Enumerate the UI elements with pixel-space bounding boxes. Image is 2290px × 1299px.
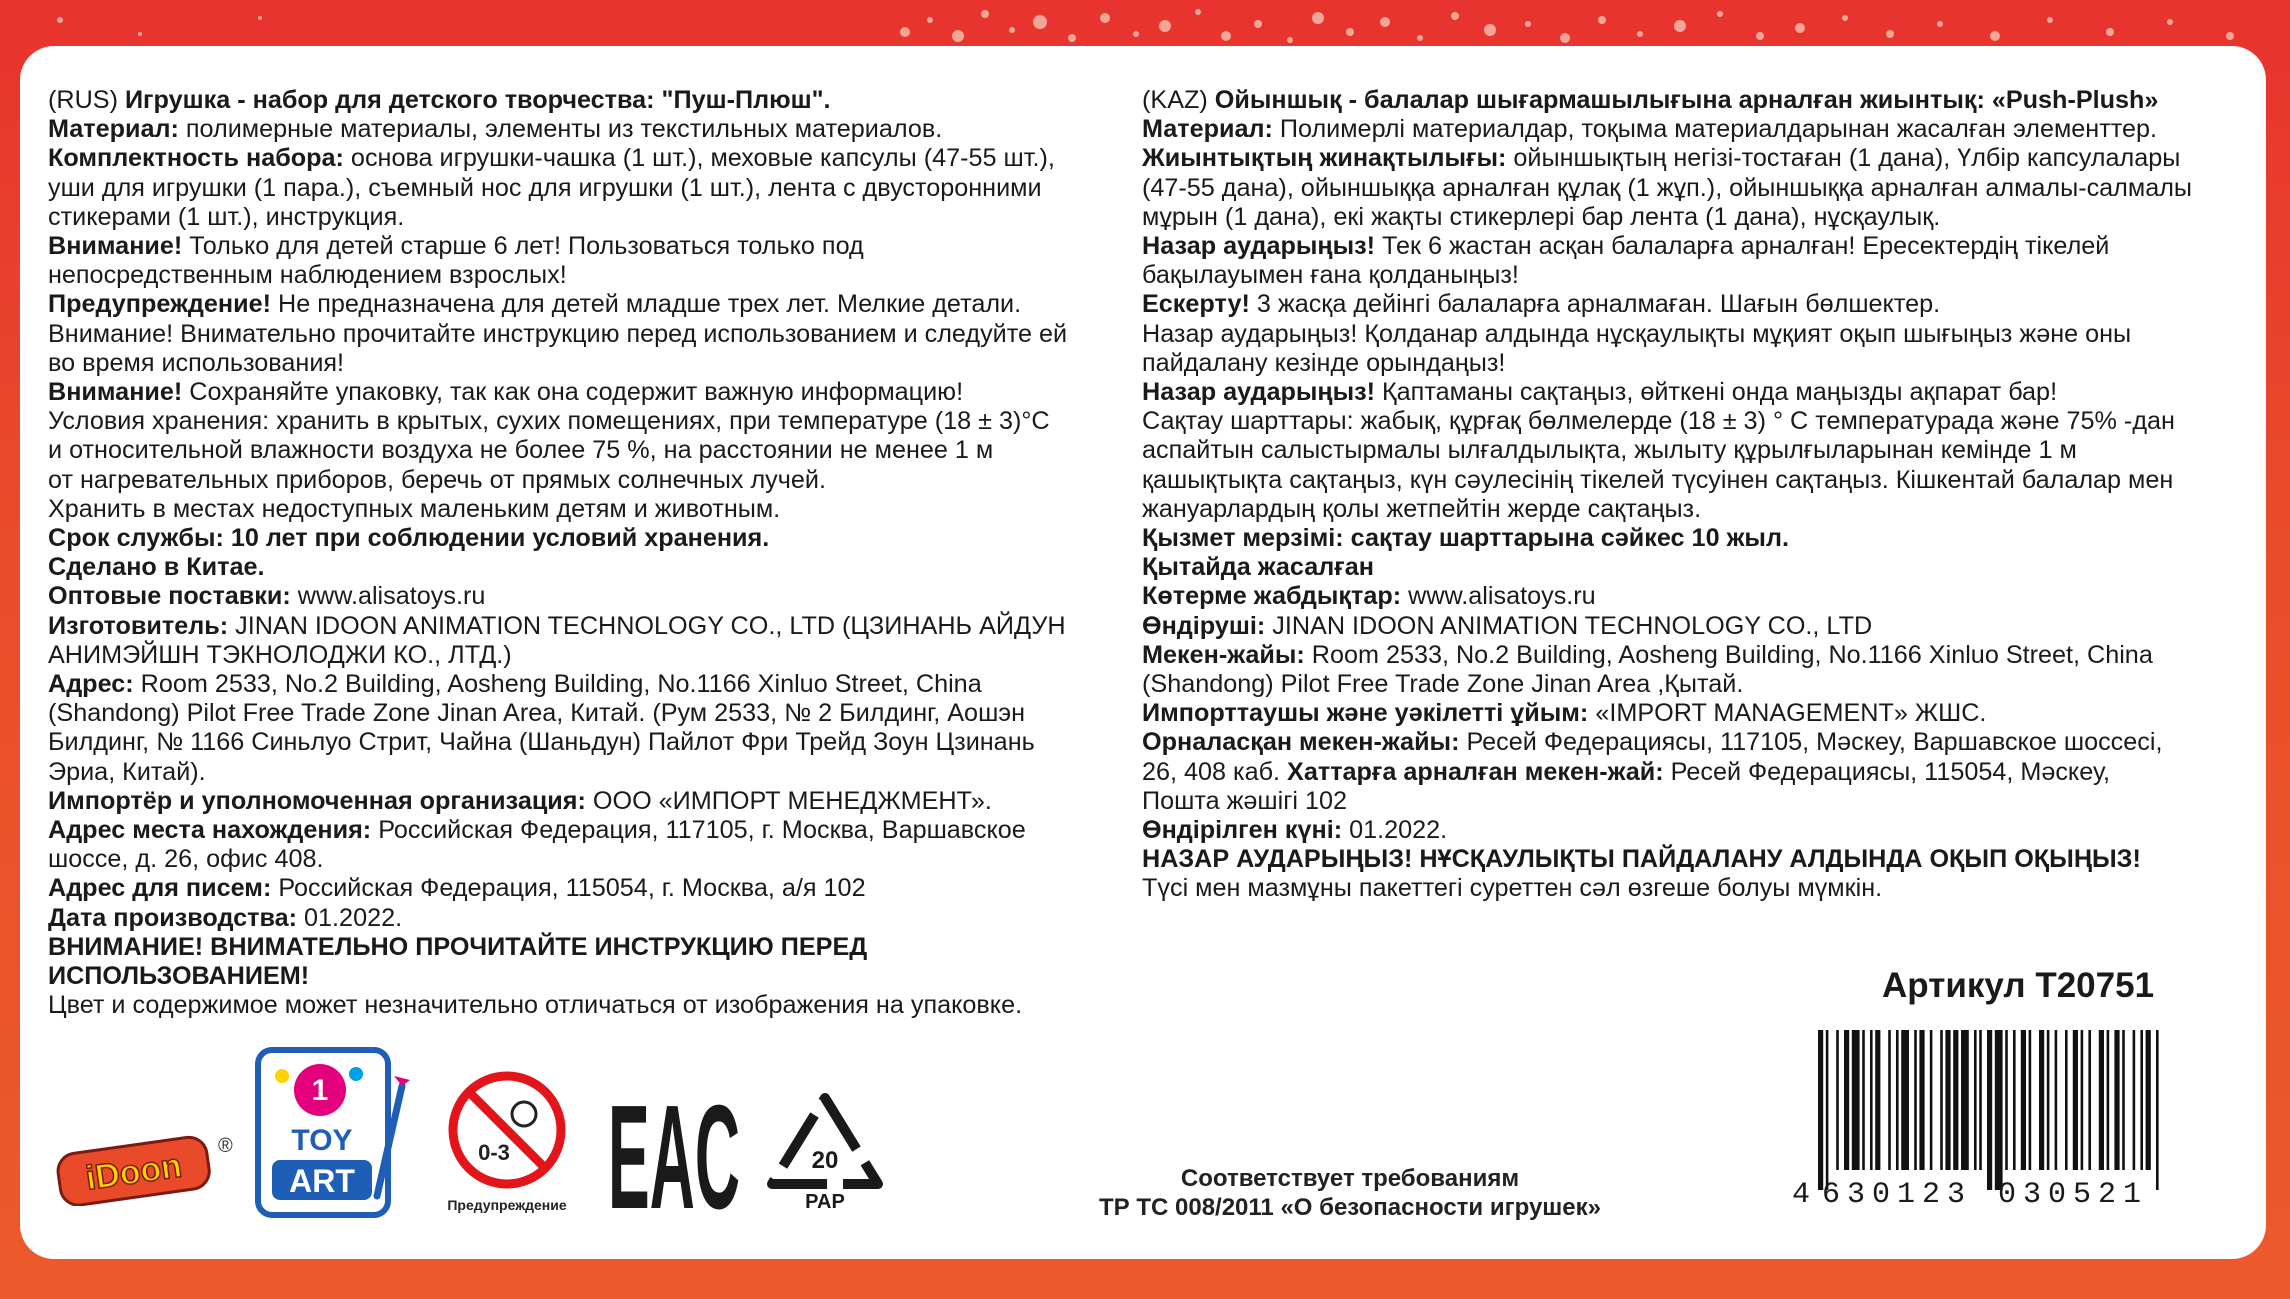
barcode-bar	[1940, 1030, 1943, 1170]
barcode-bar	[1945, 1030, 1950, 1170]
kaz-kit-line: (47-55 дана), ойыншыққа арналған құлақ (1 жұп.), ойыншыққа арналған алмалы-салмалы	[1142, 173, 2193, 202]
idoon-wordmark: iDoon	[83, 1146, 185, 1198]
barcode-bar	[1987, 1030, 1992, 1190]
eac-mark	[604, 1086, 744, 1216]
kaz-read-instructions: НАЗАР АУДАРЫҢЫЗ! НҰСҚАУЛЫҚТЫ ПАЙДАЛАНУ АЛДЫНДА ОҚЫП ОҚЫҢЫЗ!	[1142, 845, 2141, 874]
kaz-warning: Ескерту! 3 жасқа дейінгі балаларға арналмаған. Шағын бөлшектер.	[1142, 290, 1941, 319]
conformity-line: Соответствует требованиям	[1180, 1165, 1520, 1192]
kaz-wholesale: Көтерме жабдықтар: www.alisatoys.ru	[1142, 582, 1596, 611]
kaz-storage: қашықтықта сақтаңыз, күн сәулесінің тікелей түсуінен сақтаңыз. Кішкентай балалар мен	[1142, 465, 2174, 494]
rus-attention-line: непосредственным наблюдением взрослых!	[48, 261, 567, 290]
barcode-bar	[1961, 1030, 1969, 1170]
rus-attention: Внимание! Только для детей старше 6 лет! Пользоваться только под	[48, 232, 864, 261]
rus-manufacturer: Изготовитель: JINAN IDOON ANIMATION TECHNOLOGY CO., LTD (ЦЗИНАНЬ АЙДУН	[48, 611, 1066, 640]
rus-warning-line: во время использования!	[48, 348, 345, 377]
barcode-bar	[2029, 1030, 2032, 1170]
barcode-bar	[2055, 1030, 2058, 1170]
rus-letters: Адрес для писем: Российская Федерация, 115054, г. Москва, а/я 102	[48, 874, 866, 903]
kaz-address-line: (Shandong) Pilot Free Trade Zone Jinan Area ,Қытай.	[1142, 670, 1744, 699]
barcode-digits-left: 630123	[1822, 1178, 1973, 1206]
rus-made-in: Сделано в Китае.	[48, 553, 265, 582]
registered-mark: ®	[218, 1135, 233, 1157]
kaz-location-line: 26, 408 каб. Хаттарға арналған мекен-жай: Ресей Федерациясы, 115054, Мәскеу,	[1142, 757, 2111, 786]
rus-manufacturer-line: АНИМЭЙШН ТЭКНОЛОДЖИ КО., ЛТД.)	[48, 640, 512, 669]
barcode-bar	[1995, 1030, 2003, 1190]
rus-location: Адрес места нахождения: Российская Федерация, 117105, г. Москва, Варшавское	[48, 816, 1026, 845]
rus-location-line: шоссе, д. 26, офис 408.	[48, 845, 324, 874]
rus-kit-line: уши для игрушки (1 пара.), съемный нос для игрушки (1 шт.), лента с двусторонними	[48, 173, 1042, 202]
kaz-material: Материал: Полимерлі материалдар, тоқыма материалдарынан жасалған элементтер.	[1142, 115, 2157, 144]
barcode-bar	[1870, 1030, 1873, 1170]
label-card	[20, 46, 2266, 1259]
kaz-storage: аспайтын салыстырмалы ылғалдылықта, жылыту құрылғыларынан кемінде 1 м	[1142, 436, 2077, 465]
toy-art-number: 1	[311, 1074, 329, 1107]
eac-text: EAC	[608, 1086, 740, 1216]
barcode-bar	[1914, 1030, 1917, 1170]
rus-kit: Комплектность набора: основа игрушки-чашка (1 шт.), меховые капсулы (47-55 шт.),	[48, 144, 1055, 173]
rus-address-line: Эриа, Китай).	[48, 757, 206, 786]
barcode-bar	[2005, 1030, 2008, 1170]
barcode-bar	[1888, 1030, 1891, 1170]
barcode-bar	[1852, 1030, 1860, 1170]
conformity-statement	[990, 1164, 1710, 1222]
kaz-warning-line: пайдалану кезінде орындаңыз!	[1142, 348, 1506, 377]
age-warning-icon	[432, 1068, 582, 1218]
barcode-bar	[1875, 1030, 1880, 1170]
toy-art-logo	[252, 1046, 412, 1221]
rus-storage: Хранить в местах недоступных маленьким детям и животным.	[48, 494, 781, 523]
barcode-bar	[1844, 1030, 1849, 1170]
barcode-bars	[1818, 1030, 2159, 1190]
barcode-bar	[2081, 1030, 2084, 1170]
barcode-bar	[2122, 1030, 2125, 1170]
age-label: 0-3	[478, 1140, 510, 1165]
rus-address: Адрес: Room 2533, No.2 Building, Aosheng Building, No.1166 Xinluo Street, China	[48, 670, 982, 699]
rus-title: (RUS) Игрушка - набор для детского творчества: "Пуш-Плюш".	[48, 86, 831, 114]
kaz-warning-line: Назар аударыңыз! Қолданар алдында нұсқаулықты мұқият оқып шығыңыз және оны	[1142, 319, 2132, 348]
barcode-bar	[2039, 1030, 2044, 1170]
barcode-bar	[2133, 1030, 2136, 1170]
barcode-bar	[1818, 1030, 1823, 1190]
idoon-logo	[52, 1106, 242, 1206]
kaz-importer: Импорттаушы және уәкілетті ұйым: «IMPORT MANAGEMENT» ЖШС.	[1142, 699, 1987, 728]
barcode-bar	[2065, 1030, 2068, 1170]
kaz-made-in: Қытайда жасалған	[1142, 553, 1374, 582]
kaz-address: Мекен-жайы: Room 2533, No.2 Building, Aosheng Building, No.1166 Xinluo Street, China	[1142, 640, 2153, 669]
russian-column	[48, 86, 1148, 1021]
barcode-bar	[1836, 1030, 1839, 1170]
background-splatter	[0, 0, 2290, 50]
rus-address-line: (Shandong) Pilot Free Trade Zone Jinan Area, Китай. (Рум 2533, № 2 Билдинг, Аошэн	[48, 699, 1026, 728]
barcode-bar	[2114, 1030, 2119, 1170]
kaz-manufacturer: Өндіруші: JINAN IDOON ANIMATION TECHNOLOGY CO., LTD	[1142, 611, 1873, 640]
barcode-digit: 4	[1792, 1178, 1811, 1206]
toy-art-bottom: ART	[289, 1163, 355, 1199]
barcode-bar	[1919, 1030, 1924, 1170]
conformity-line: ТР ТС 008/2011 «О безопасности игрушек»	[1099, 1194, 1601, 1221]
recycle-number: 20	[811, 1147, 839, 1174]
toy-art-top: TOY	[291, 1124, 353, 1157]
barcode-bar	[2073, 1030, 2078, 1170]
kaz-location: Орналасқан мекен-жайы: Ресей Федерациясы, 117105, Мәскеу, Варшавское шоссесі,	[1142, 728, 2163, 757]
rus-disclaimer: Цвет и содержимое может незначительно отличаться от изображения на упаковке.	[48, 991, 1023, 1020]
barcode-bar	[2047, 1030, 2050, 1170]
barcode-digits-right: 030521	[1998, 1178, 2149, 1206]
rus-material: Материал: полимерные материалы, элементы из текстильных материалов.	[48, 115, 943, 144]
warning-label: Предупреждение	[447, 1197, 567, 1213]
rus-production-date: Дата производства: 01.2022.	[48, 903, 403, 932]
kaz-production-date: Өндірілген күні: 01.2022.	[1142, 816, 1448, 845]
barcode-bar	[1862, 1030, 1865, 1170]
rus-storage: и относительной влажности воздуха не более 75 %, на расстоянии не менее 1 м	[48, 436, 994, 465]
rus-wholesale: Оптовые поставки: www.alisatoys.ru	[48, 582, 486, 611]
kaz-title: (KAZ) Ойыншық - балалар шығармашылығына арналған жиынтық: «Push-Plush»	[1142, 86, 2159, 114]
barcode-bar	[1901, 1030, 1909, 1170]
kaz-attention-line: бақылауымен ғана қолданыңыз!	[1142, 261, 1519, 290]
rus-attention-packaging: Внимание! Сохраняйте упаковку, так как она содержит важную информацию!	[48, 378, 964, 407]
kaz-storage: жануарлардың қолы жетпейтін жерде сақтаңыз.	[1142, 494, 1702, 523]
barcode-bar	[2021, 1030, 2026, 1170]
barcode-bar	[2107, 1030, 2110, 1170]
kaz-service-life: Қызмет мерзімі: сақтау шарттарына сәйкес 10 жыл.	[1142, 524, 1789, 553]
kaz-kit: Жиынтықтың жинақтылығы: ойыншықтың негізі-тостаған (1 дана), Үлбір капсулалары	[1142, 144, 2181, 173]
barcode-bar	[1930, 1030, 1933, 1170]
barcode-bar	[2156, 1030, 2159, 1190]
rus-service-life: Срок службы: 10 лет при соблюдении условий хранения.	[48, 524, 770, 553]
kaz-letters-line: Пошта жәшігі 102	[1142, 786, 1348, 815]
barcode-bar	[2140, 1030, 2143, 1170]
barcode-bar	[2146, 1030, 2151, 1170]
kazakh-column	[1142, 86, 2252, 904]
kaz-storage: Сақтау шарттары: жабық, құрғақ бөлмелерде (18 ± 3) ° С температурада және 75% -дан	[1142, 407, 2175, 436]
barcode-bar	[1896, 1030, 1899, 1170]
rus-importer: Импортёр и уполномоченная организация: ООО «ИМПОРТ МЕНЕДЖМЕНТ».	[48, 786, 992, 815]
rus-read-instructions: ВНИМАНИЕ! ВНИМАТЕЛЬНО ПРОЧИТАЙТЕ ИНСТРУКЦИЮ ПЕРЕД	[48, 932, 868, 961]
barcode-bar	[1974, 1030, 1977, 1170]
kaz-attention: Назар аударыңыз! Тек 6 жастан асқан балаларға арналған! Ересектердің тікелей	[1142, 232, 2110, 261]
barcode-bar	[2099, 1030, 2104, 1170]
kaz-kit-line: мұрын (1 дана), екі жақты стикерлері бар лента (1 дана), нұсқаулық.	[1142, 202, 1941, 231]
barcode-bar	[1979, 1030, 1982, 1170]
barcode-bar	[2088, 1030, 2091, 1170]
barcode-bar	[2013, 1030, 2016, 1170]
kaz-disclaimer: Түсі мен мазмұны пакеттегі суреттен сәл өзгеше болуы мүмкін.	[1142, 874, 1883, 903]
barcode-bar	[1953, 1030, 1958, 1170]
recycle-code: PAP	[805, 1191, 845, 1212]
kaz-attention-packaging: Назар аударыңыз! Қаптаманы сақтаңыз, өйткені онда маңызды ақпарат бар!	[1142, 378, 2058, 407]
rus-storage: от нагревательных приборов, беречь от прямых солнечных лучей.	[48, 465, 826, 494]
rus-storage: Условия хранения: хранить в крытых, сухих помещениях, при температуре (18 ± 3)°C	[48, 407, 1050, 436]
recycle-icon	[760, 1092, 890, 1212]
rus-read-instructions: ИСПОЛЬЗОВАНИЕМ!	[48, 962, 310, 991]
barcode-bar	[1826, 1030, 1829, 1190]
rus-kit-line: стикерами (1 шт.), инструкция.	[48, 202, 405, 231]
rus-warning-line: Внимание! Внимательно прочитайте инструкцию перед использованием и следуйте ей	[48, 319, 1068, 348]
rus-warning: Предупреждение! Не предназначена для детей младше трех лет. Мелкие детали.	[48, 290, 1022, 319]
barcode	[1790, 1026, 2190, 1206]
rus-address-line: Билдинг, № 1166 Синьлуо Стрит, Чайна (Шаньдун) Пайлот Фри Трейд Зоун Цзинань	[48, 728, 1035, 757]
article-number: Артикул Т20751	[1882, 966, 2155, 1005]
